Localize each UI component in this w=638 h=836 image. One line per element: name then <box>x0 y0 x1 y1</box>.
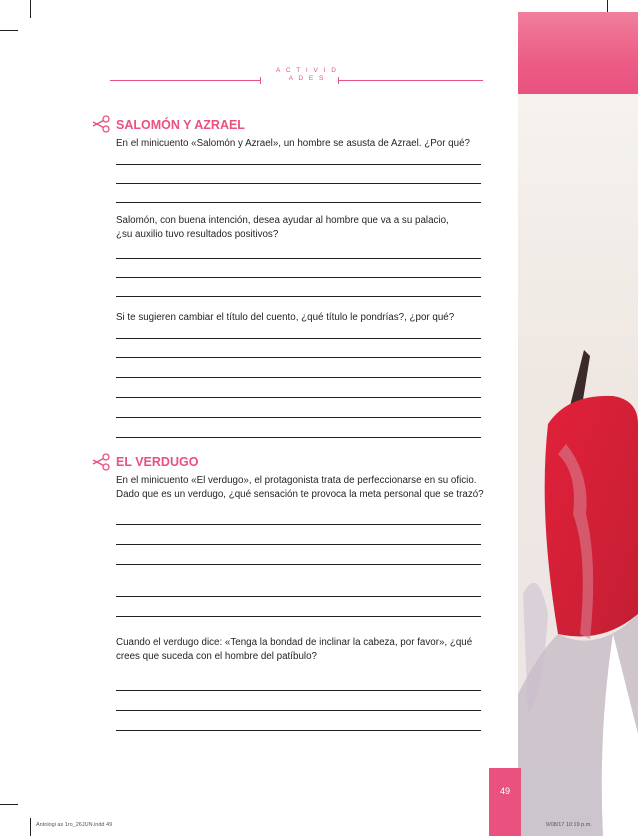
crop-mark <box>30 0 31 18</box>
question-1-1: En el minicuento «Salomón y Azrael», un hombre se asusta de Azrael. ¿Por qué? <box>116 138 470 149</box>
question-1-2: Salomón, con buena intención, desea ayudar al hombre que va a su palacio, ¿su auxilio tuvo resultados positivos? <box>116 215 449 240</box>
decorative-illustration <box>518 94 638 836</box>
answer-line[interactable] <box>116 596 481 597</box>
answer-line[interactable] <box>116 338 481 339</box>
answer-line[interactable] <box>116 710 481 711</box>
answer-line[interactable] <box>116 544 481 545</box>
answer-line[interactable] <box>116 616 481 617</box>
section-header-label-line2: A D E S <box>288 75 326 82</box>
answer-line[interactable] <box>116 437 481 438</box>
header-rule-left-tick <box>260 77 261 84</box>
question-2-1: En el minicuento «El verdugo», el protagonista trata de perfeccionarse en su oficio. Dado que es un verdugo, ¿qué sensación te provoca la meta personal que se trazó? <box>116 475 484 500</box>
answer-line[interactable] <box>116 357 481 358</box>
question-2-2: Cuando el verdugo dice: «Tenga la bondad de inclinar la cabeza, por favor», ¿qué crees que suceda con el hombre del patíbulo? <box>116 637 473 662</box>
scissors-icon <box>91 114 111 134</box>
crop-mark <box>30 818 31 836</box>
header-rule-left <box>110 80 260 81</box>
section-title-salomon: SALOMÓN Y AZRAEL <box>116 118 245 132</box>
answer-line[interactable] <box>116 397 481 398</box>
answer-line[interactable] <box>116 296 481 297</box>
scissors-icon <box>91 452 111 472</box>
page-number: 49 <box>499 786 510 796</box>
answer-line[interactable] <box>116 183 481 184</box>
answer-line[interactable] <box>116 417 481 418</box>
answer-line[interactable] <box>116 564 481 565</box>
section-header-label-line1: A C T I V I D <box>276 67 338 74</box>
section-title-verdugo: EL VERDUGO <box>116 455 199 469</box>
crop-mark <box>0 804 18 805</box>
answer-line[interactable] <box>116 277 481 278</box>
crop-mark <box>0 30 18 31</box>
question-1-3: Si te sugieren cambiar el título del cuento, ¿qué título le pondrías?, ¿por qué? <box>116 312 455 323</box>
decorative-pink-band <box>518 12 638 94</box>
header-rule-right <box>338 80 483 81</box>
answer-line[interactable] <box>116 164 481 165</box>
section-header-label <box>262 67 352 83</box>
answer-line[interactable] <box>116 730 481 731</box>
footer-timestamp: 9/08/17 10:19 p.m. <box>546 822 592 828</box>
answer-line[interactable] <box>116 202 481 203</box>
answer-line[interactable] <box>116 524 481 525</box>
illustration-art <box>518 94 638 836</box>
page-number-box <box>489 768 521 836</box>
footer-filename: Antologi as 1ro_26JUN.indd 49 <box>36 822 113 828</box>
answer-line[interactable] <box>116 690 481 691</box>
answer-line[interactable] <box>116 258 481 259</box>
answer-line[interactable] <box>116 377 481 378</box>
